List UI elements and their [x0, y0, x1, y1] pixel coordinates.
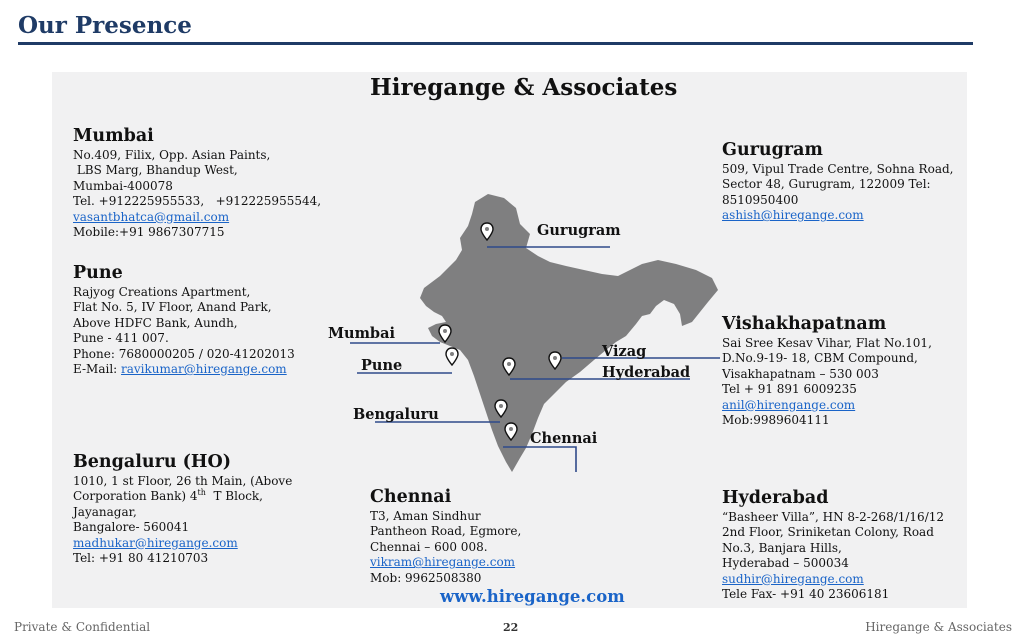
office-vishakhapatnam-line: Sai Sree Kesav Vihar, Flat No.101, — [722, 336, 932, 350]
map-pin-icon — [444, 347, 460, 367]
office-bengaluru-line: Jayanagar, — [73, 504, 137, 519]
map-pin-icon — [501, 357, 517, 377]
office-pune-name: Pune — [73, 263, 123, 283]
website-link[interactable]: www.hiregange.com — [440, 587, 625, 606]
map-pin-icon — [437, 324, 453, 344]
leader-line-chennai — [503, 447, 576, 472]
map-pin-icon — [493, 399, 509, 419]
office-hyderabad-line: Hyderabad – 500034 — [722, 556, 849, 571]
office-bengaluru-line: 1010, 1 st Floor, 26 th Main, (Above — [73, 474, 293, 488]
office-hyderabad-name: Hyderabad — [722, 488, 829, 508]
office-chennai-mobile: Mob: 9962508380 — [370, 570, 482, 585]
office-gurugram-line: 509, Vipul Trade Centre, Sohna Road, — [722, 162, 954, 176]
office-vishakhapatnam-name: Vishakhapatnam — [722, 314, 887, 334]
office-vishakhapatnam-line: Visakhapatnam – 530 003 — [722, 366, 879, 381]
office-pune-email[interactable]: ravikumar@hiregange.com — [121, 362, 287, 377]
office-chennai-name: Chennai — [370, 487, 452, 507]
office-bengaluru-line: T Block, — [205, 489, 263, 504]
office-pune-line: Flat No. 5, IV Floor, Anand Park, — [73, 300, 272, 315]
map-label-pune: Pune — [361, 357, 403, 374]
company-heading: Hiregange & Associates — [370, 74, 678, 101]
office-bengaluru-line: Corporation Bank) 4 — [73, 489, 198, 504]
office-hyderabad-email[interactable]: sudhir@hiregange.com — [722, 571, 864, 586]
map-label-mumbai: Mumbai — [328, 325, 395, 342]
map-pin-icon — [479, 222, 495, 242]
map-label-gurugram: Gurugram — [537, 222, 621, 239]
map-label-bengaluru: Bengaluru — [353, 406, 439, 423]
office-hyderabad-line: “Basheer Villa”, HN 8-2-268/1/16/12 — [722, 510, 944, 524]
office-gurugram-name: Gurugram — [722, 140, 823, 160]
footer-company: Hiregange & Associates — [865, 620, 1012, 634]
office-bengaluru-tel: Tel: +91 80 41210703 — [73, 551, 209, 566]
office-pune-line: Pune - 411 007. — [73, 331, 169, 346]
office-pune-email-label: E-Mail: — [73, 362, 122, 377]
office-pune-line: Phone: 7680000205 / 020-41202013 — [73, 346, 295, 361]
page-title: Our Presence — [18, 12, 192, 39]
office-mumbai-line: Tel. +912225955533, +912225955544, — [73, 194, 322, 209]
office-vishakhapatnam-line: D.No.9-19- 18, CBM Compound, — [722, 351, 918, 366]
office-mumbai-mobile: Mobile:+91 9867307715 — [73, 225, 225, 240]
map-label-vizag: Vizag — [602, 343, 647, 360]
office-hyderabad-tel: Tele Fax- +91 40 23606181 — [722, 587, 890, 602]
office-bengaluru-name: Bengaluru (HO) — [73, 452, 231, 472]
office-mumbai-line: LBS Marg, Bhandup West, — [73, 163, 238, 178]
office-hyderabad-line: 2nd Floor, Sriniketan Colony, Road — [722, 525, 934, 540]
office-chennai-line: Pantheon Road, Egmore, — [370, 524, 522, 539]
office-chennai-line: T3, Aman Sindhur — [370, 509, 481, 523]
office-chennai-line: Chennai – 600 008. — [370, 539, 488, 554]
office-bengaluru-email[interactable]: madhukar@hiregange.com — [73, 535, 238, 550]
map-label-chennai: Chennai — [530, 430, 598, 447]
office-mumbai-line: No.409, Filix, Opp. Asian Paints, — [73, 148, 271, 162]
office-bengaluru-line: Bangalore- 560041 — [73, 520, 190, 535]
office-pune-line: Above HDFC Bank, Aundh, — [73, 315, 238, 330]
office-chennai-email[interactable]: vikram@hiregange.com — [370, 555, 516, 570]
page-number: 22 — [503, 621, 519, 634]
map-pin-icon — [547, 351, 563, 371]
office-gurugram-email[interactable]: ashish@hiregange.com — [722, 208, 864, 223]
office-vishakhapatnam-email[interactable]: anil@hirengange.com — [722, 397, 856, 412]
footer-confidential: Private & Confidential — [14, 620, 151, 634]
office-gurugram-line: 8510950400 — [722, 192, 799, 207]
map-pin-icon — [503, 422, 519, 442]
office-mumbai-email[interactable]: vasantbhatca@gmail.com — [73, 209, 230, 224]
office-mumbai-name: Mumbai — [73, 126, 154, 146]
office-bengaluru-sup: th — [197, 488, 206, 498]
office-vishakhapatnam-line: Tel + 91 891 6009235 — [722, 382, 857, 397]
office-pune-line: Rajyog Creations Apartment, — [73, 285, 251, 299]
office-hyderabad-line: No.3, Banjara Hills, — [722, 540, 842, 555]
office-gurugram-line: Sector 48, Gurugram, 122009 Tel: — [722, 177, 931, 192]
office-vishakhapatnam-mobile: Mob:9989604111 — [722, 413, 830, 428]
office-mumbai-line: Mumbai-400078 — [73, 178, 173, 193]
map-label-hyderabad: Hyderabad — [602, 364, 691, 381]
